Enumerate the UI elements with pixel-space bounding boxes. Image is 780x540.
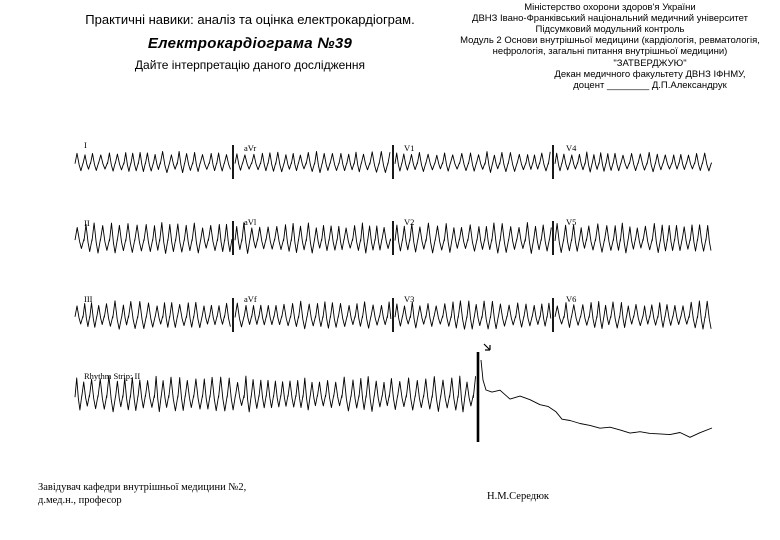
lead-label-aVl: aVl [244, 217, 257, 227]
rhythm-strip-post-shock [481, 360, 712, 437]
lead-label-V1: V1 [404, 143, 415, 153]
dean-signature: доцент ________ Д.П.Александрук [573, 80, 727, 91]
task-instruction: Дайте інтерпретацію даного дослідження [134, 58, 366, 72]
lead-label-I: I [84, 140, 87, 150]
ecg-lead-trace-r2-c1 [75, 223, 232, 254]
ecg-lead-trace-r1-c3 [395, 152, 550, 173]
department-head-title: Завідувач кафедри внутрішньої медицини №2, [38, 482, 247, 493]
subject-title: Практичні навики: аналіз та оцінка електрокардіограм. [85, 12, 415, 27]
lead-label-aVf: aVf [244, 294, 257, 304]
lead-label-V5: V5 [566, 217, 577, 227]
department-head-name: Н.М.Середюк [487, 491, 550, 502]
lead-label-V4: V4 [566, 143, 577, 153]
department-head-degree: д.мед.н., професор [38, 495, 122, 506]
shock-arrow-icon [484, 344, 490, 350]
rhythm-strip-tachycardia [75, 376, 476, 412]
ministry-line: Міністерство охорони здоров'я України [524, 2, 696, 13]
ecg-lead-trace-r3-c3 [395, 301, 551, 329]
ecg-lead-trace-r2-c4 [555, 223, 711, 253]
lead-label-V2: V2 [404, 217, 415, 227]
lead-label-V6: V6 [566, 294, 577, 304]
ecg-lead-trace-r2-c3 [395, 223, 551, 254]
university-line: ДВНЗ Івано-Франківський національний медичний університет [472, 13, 748, 24]
lead-label-rhythm: Rhythm Strip: II [84, 371, 141, 381]
lead-label-II: II [84, 218, 90, 228]
lead-label-III: III [84, 294, 93, 304]
ecg-lead-trace-r1-c1 [75, 151, 231, 172]
approval-stamp: "ЗАТВЕРДЖУЮ" [613, 58, 687, 69]
ecg-lead-trace-r3-c4 [555, 301, 711, 329]
module-line-cont: нефрологія, загальні питання внутрішньої медицини) [492, 46, 728, 57]
module-line: Модуль 2 Основи внутрішньої медицини (кардіологія, ревматологія, [460, 35, 760, 46]
ecg-lead-trace-r3-c1 [75, 301, 230, 329]
dean-line: Декан медичного факультету ДВНЗ ІФНМУ, [554, 69, 746, 80]
lead-label-V3: V3 [404, 294, 415, 304]
ecg-title: Електрокардіограма №39 [147, 35, 353, 52]
lead-label-aVr: aVr [244, 143, 257, 153]
ecg-lead-trace-r3-c2 [235, 301, 391, 329]
control-line: Підсумковий модульний контроль [535, 24, 685, 35]
ecg-lead-trace-r1-c4 [555, 152, 711, 172]
department-head [38, 481, 246, 507]
ecg-lead-trace-r1-c2 [235, 151, 390, 172]
ecg-lead-trace-r2-c2 [235, 223, 391, 254]
